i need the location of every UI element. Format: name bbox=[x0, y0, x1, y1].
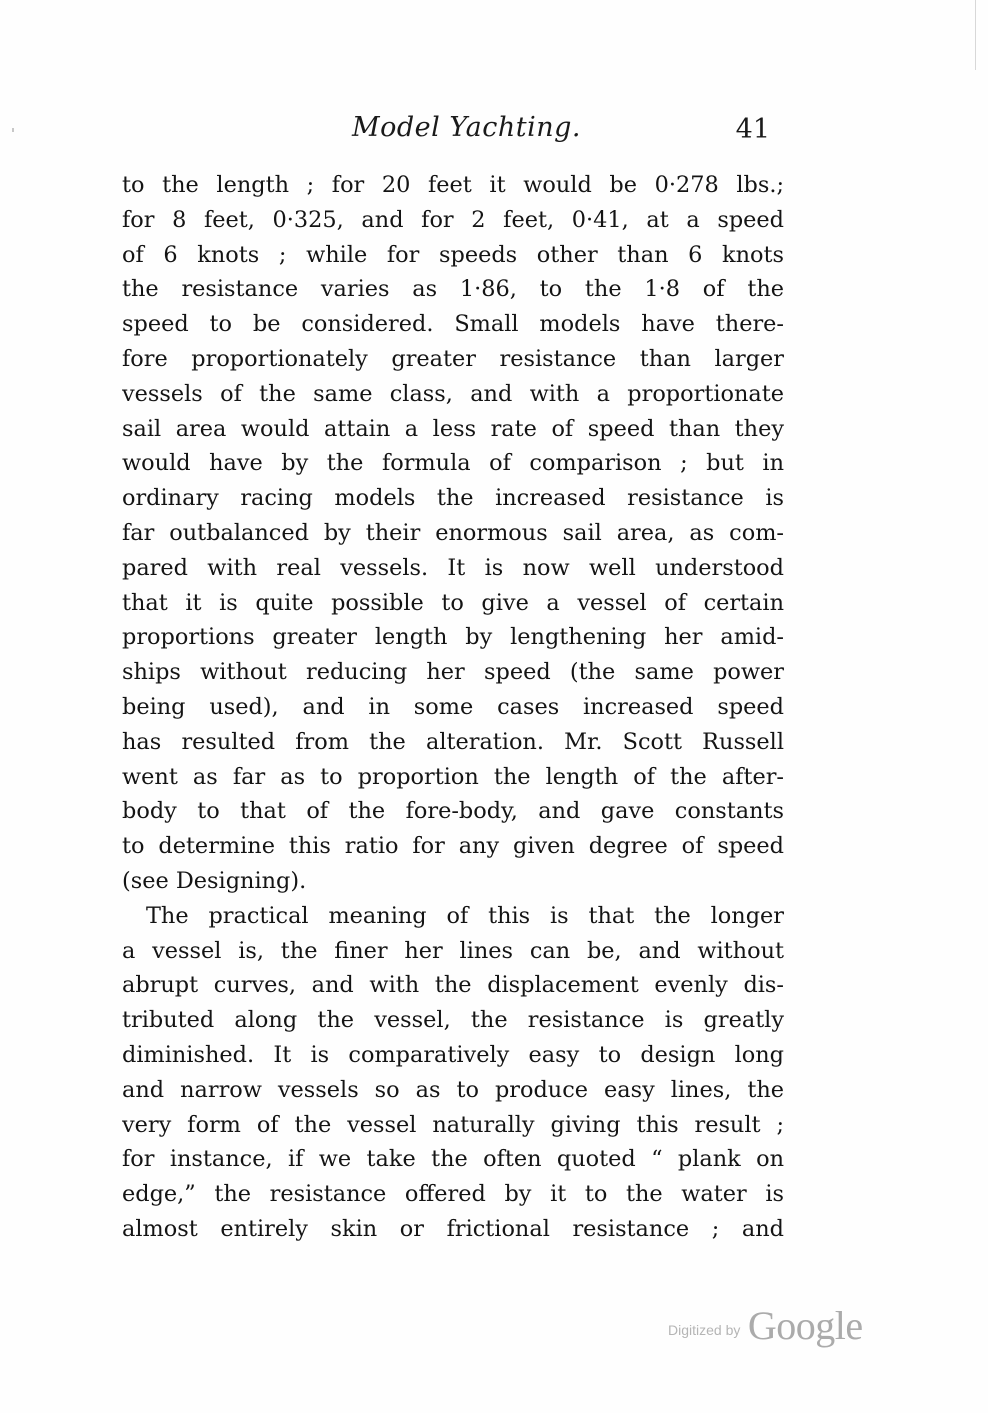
text-line: body to that of the fore-body, and gave constants bbox=[122, 798, 784, 825]
text-line: the resistance varies as 1·86, to the 1·8 of the bbox=[122, 276, 784, 303]
text-line: The practical meaning of this is that the longer bbox=[146, 902, 784, 929]
text-line: of 6 knots ; while for speeds other than 6 knots bbox=[122, 241, 784, 268]
text-line: proportions greater length by lengthening her amid- bbox=[122, 624, 784, 651]
running-title: Model Yachting. bbox=[352, 112, 581, 143]
body-text bbox=[122, 168, 784, 1247]
text-line: ordinary racing models the increased resistance is bbox=[122, 485, 784, 512]
text-line: that it is quite possible to give a vessel of certain bbox=[122, 589, 784, 616]
text-line: (see Designing). bbox=[122, 867, 307, 894]
text-line: and narrow vessels so as to produce easy lines, the bbox=[122, 1076, 784, 1103]
text-line: to determine this ratio for any given degree of speed bbox=[122, 833, 784, 860]
text-line: vessels of the same class, and with a proportionate bbox=[122, 380, 784, 407]
digitized-watermark bbox=[668, 1302, 863, 1352]
scan-speck bbox=[12, 128, 14, 132]
text-line: diminished. It is comparatively easy to design long bbox=[122, 1041, 784, 1068]
text-line: ships without reducing her speed (the same power bbox=[122, 659, 784, 686]
text-line: abrupt curves, and with the displacement evenly dis- bbox=[122, 972, 784, 999]
page-number: 41 bbox=[735, 114, 770, 145]
text-line: edge,” the resistance offered by it to the water is bbox=[122, 1181, 784, 1208]
text-line: speed to be considered. Small models have there- bbox=[122, 311, 784, 338]
paragraph-1 bbox=[122, 168, 784, 899]
text-line: being used), and in some cases increased speed bbox=[122, 693, 784, 720]
watermark-prefix: Digitized by bbox=[668, 1322, 741, 1338]
text-line: sail area would attain a less rate of speed than they bbox=[122, 415, 784, 442]
text-line: almost entirely skin or frictional resistance ; and bbox=[122, 1215, 784, 1242]
text-line: has resulted from the alteration. Mr. Scott Russell bbox=[122, 728, 784, 755]
google-logo: Google bbox=[747, 1303, 863, 1348]
text-line: went as far as to proportion the length of the after- bbox=[122, 763, 784, 790]
scan-edge-mark bbox=[974, 0, 976, 70]
text-line: would have by the formula of comparison ; but in bbox=[122, 450, 784, 477]
text-line: pared with real vessels. It is now well understood bbox=[122, 554, 784, 581]
text-line: a vessel is, the finer her lines can be, and without bbox=[122, 937, 784, 964]
text-line: to the length ; for 20 feet it would be 0·278 lbs.; bbox=[122, 172, 784, 198]
text-line: fore proportionately greater resistance than larger bbox=[122, 345, 784, 372]
running-head bbox=[122, 112, 792, 148]
text-line: far outbalanced by their enormous sail area, as com- bbox=[122, 519, 784, 546]
text-line: for 8 feet, 0·325, and for 2 feet, 0·41, at a speed bbox=[122, 206, 784, 233]
text-line: very form of the vessel naturally giving this result ; bbox=[122, 1111, 784, 1138]
text-line: for instance, if we take the often quoted “ plank on bbox=[122, 1146, 784, 1173]
paragraph-2 bbox=[122, 899, 784, 1247]
text-line: tributed along the vessel, the resistance is greatly bbox=[122, 1007, 784, 1034]
